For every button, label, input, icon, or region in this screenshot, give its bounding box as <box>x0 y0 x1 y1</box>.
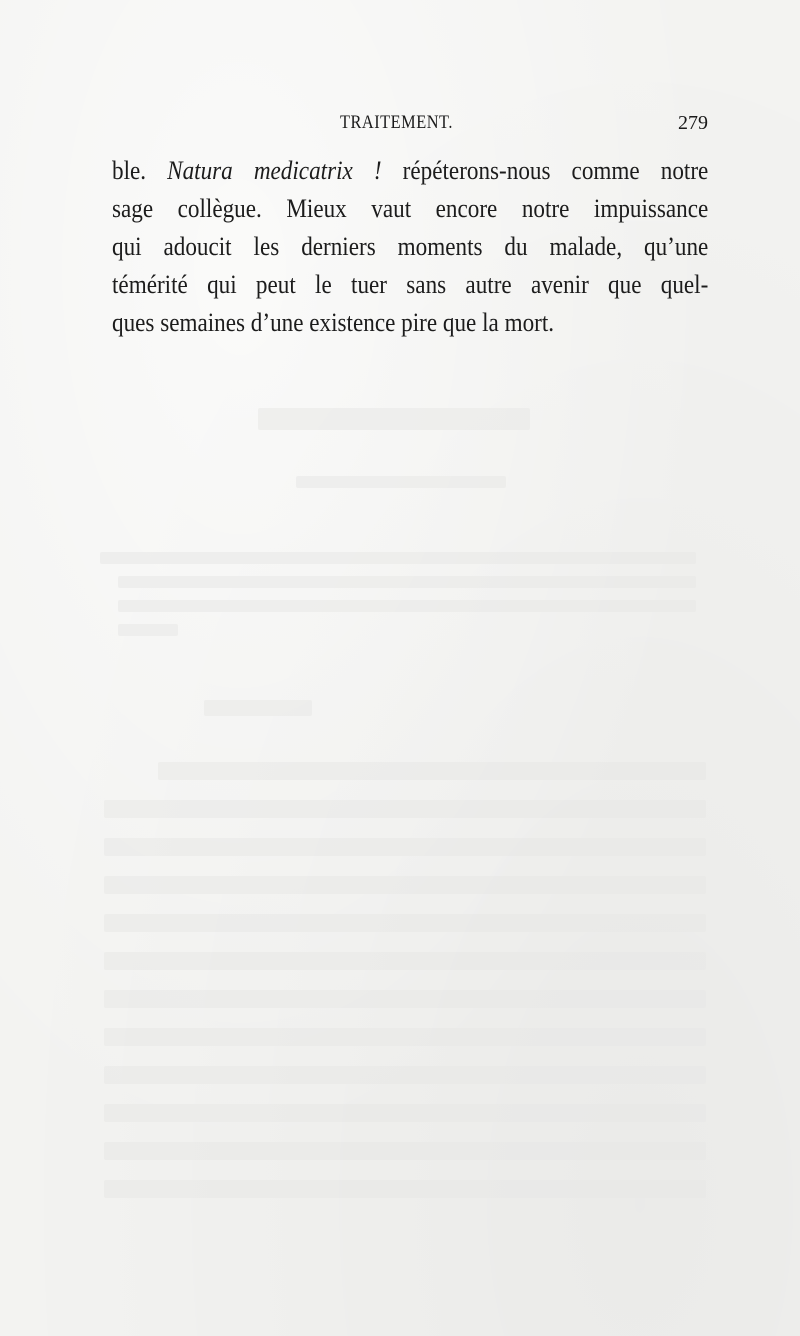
line1-end: répéterons-nous comme notre <box>381 156 709 185</box>
body-paragraph <box>112 152 708 342</box>
show-through-para-2 <box>104 800 706 818</box>
show-through-para-12 <box>104 1180 706 1198</box>
show-through-summary-1 <box>100 552 696 564</box>
show-through-para-5 <box>104 914 706 932</box>
show-through-para-4 <box>104 876 706 894</box>
show-through-section <box>204 700 312 716</box>
show-through-summary-3 <box>118 600 696 612</box>
text-line-1 <box>112 152 708 190</box>
running-head <box>108 112 708 138</box>
show-through-para-8 <box>104 1028 706 1046</box>
line1-start: ble. <box>112 156 168 185</box>
show-through-summary-4 <box>118 624 178 636</box>
show-through-subheading <box>296 476 506 488</box>
show-through-summary-2 <box>118 576 696 588</box>
show-through-para-10 <box>104 1104 706 1122</box>
text-line-2: sage collègue. Mieux vaut encore notre impuissance <box>112 194 709 223</box>
show-through-para-1 <box>158 762 706 780</box>
latin-phrase: Natura medicatrix ! <box>167 156 382 185</box>
text-line-5: ques semaines d’une existence pire que la mort. <box>112 308 555 337</box>
show-through-para-6 <box>104 952 706 970</box>
text-line-4: témérité qui peut le tuer sans autre avenir que quel- <box>112 270 709 299</box>
show-through-para-11 <box>104 1142 706 1160</box>
page-number: 279 <box>678 112 708 134</box>
text-line-3: qui adoucit les derniers moments du malade, qu’une <box>112 232 709 261</box>
show-through-para-9 <box>104 1066 706 1084</box>
running-title: TRAITEMENT. <box>340 112 453 133</box>
show-through-heading <box>258 408 530 430</box>
show-through-para-3 <box>104 838 706 856</box>
show-through-para-7 <box>104 990 706 1008</box>
